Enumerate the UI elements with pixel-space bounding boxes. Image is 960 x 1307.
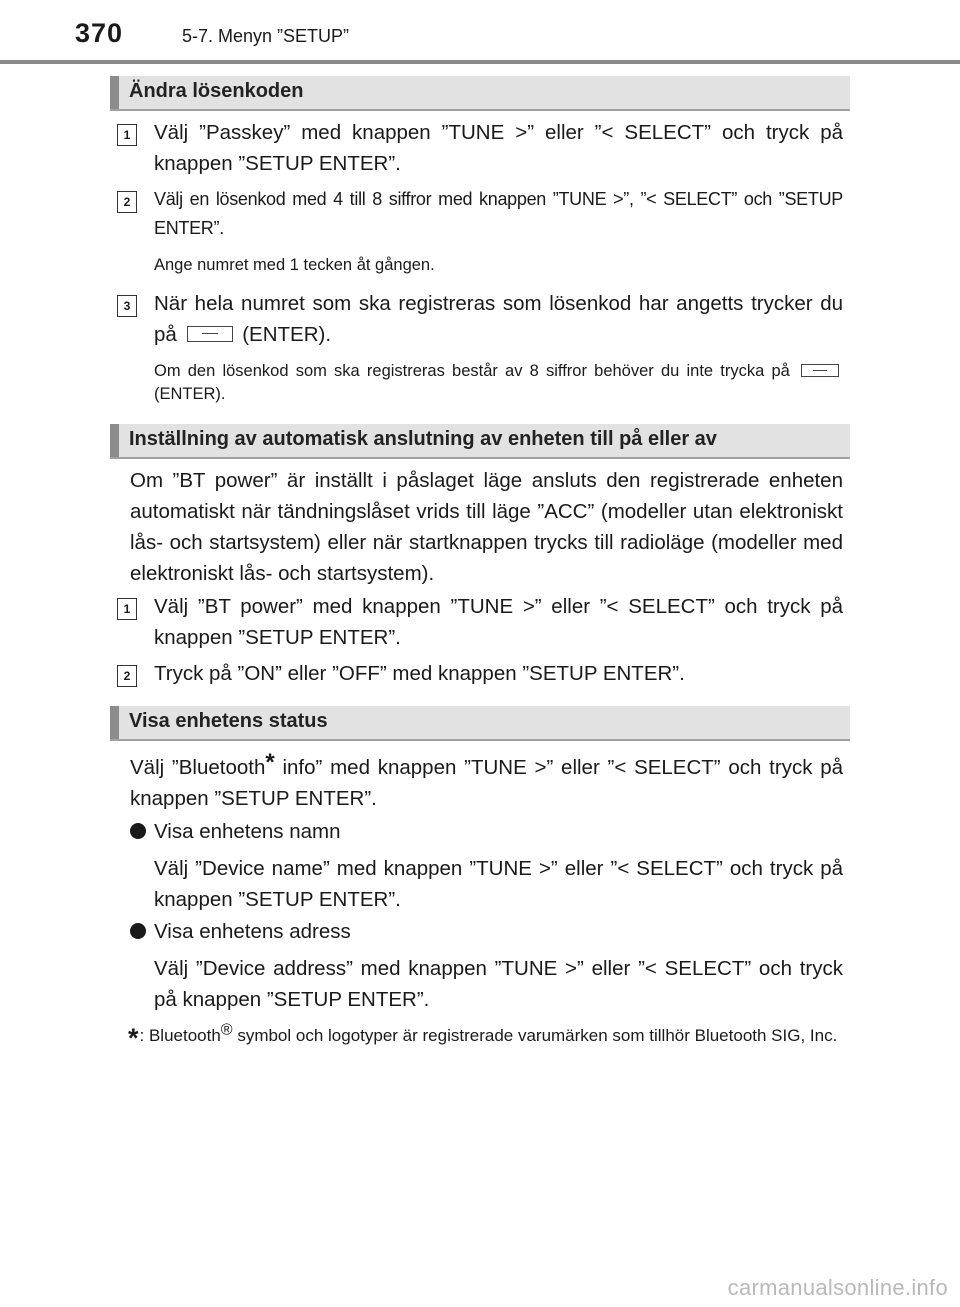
bullet-label: Visa enhetens adress [154,920,351,943]
bullet-item [130,916,351,947]
watermark: carmanualsonline.info [727,1275,948,1300]
section-header-bar [110,76,119,109]
section-title: Inställning av automatisk anslutning av enheten till på eller av [129,428,717,450]
enter-button-icon [187,326,233,342]
step-note: Ange numret med 1 tecken åt gången. [154,256,435,274]
section-title: Ändra lösenkoden [129,80,304,102]
step-number-box: 2 [117,191,137,213]
asterisk-mark: * [265,749,275,776]
step-number-box: 1 [117,124,137,146]
section-title: Visa enhetens status [129,710,328,732]
step-text: Välj en lösenkod med 4 till 8 siffror med knappen ”TUNE >”, ”< SELECT” och ”SETUP ENTER”. [154,189,843,238]
bullet-dot-icon [130,923,146,939]
step-number-box: 1 [117,598,137,620]
paragraph-part: Välj ”Bluetooth [130,756,266,779]
chapter-title: 5-7. Menyn ”SETUP” [182,26,350,46]
enter-button-icon [801,364,839,377]
step-text [154,288,843,350]
paragraph [130,749,843,814]
section-header-auto-connect [110,424,850,459]
step-number-box: 2 [117,665,137,687]
section-header-bar [110,424,119,457]
page-number: 370 [75,18,124,48]
section-header-change-passkey [110,76,850,111]
bullet-label: Visa enhetens namn [154,820,341,843]
note-text-part: (ENTER). [154,385,226,403]
bullet-description: Välj ”Device name” med knappen ”TUNE >” eller ”< SELECT” och tryck på knappen ”SETUP ENTER”. [154,857,843,911]
step-text: Tryck på ”ON” eller ”OFF” med knappen ”SETUP ENTER”. [154,662,685,685]
step-text-part: (ENTER). [242,323,332,346]
footnote-asterisk: * [128,1023,139,1053]
step-text-part: När hela numret som ska registreras som lösenkod har angetts trycker du på [154,292,843,346]
step-note [154,360,843,406]
bullet-dot-icon [130,823,146,839]
header-divider [0,60,960,64]
paragraph-part: info” med knappen ”TUNE >” eller ”< SELECT” och tryck på knappen ”SETUP ENTER”. [130,756,843,810]
section-header-device-status [110,706,850,741]
step-number-box: 3 [117,295,137,317]
footnote-part: symbol och logotyper är registrerade varumärken som tillhör Bluetooth SIG, Inc. [232,1026,838,1045]
bullet-description: Välj ”Device address” med knappen ”TUNE >” eller ”< SELECT” och tryck på knappen ”SETUP ENTER”. [154,957,843,1011]
footnote [128,1021,843,1053]
footnote-part: : Bluetooth [139,1026,221,1045]
paragraph: Om ”BT power” är inställt i påslaget läge ansluts den registrerade enheten automatiskt när tändningslåset vrids till läge ”ACC” (modeller utan elektroniskt lås- och startsystem) eller när startknappen trycks till radioläge (modeller med elektroniskt lås- och startsystem). [130,469,843,585]
step-text: Välj ”BT power” med knappen ”TUNE >” eller ”< SELECT” och tryck på knappen ”SETUP ENTER”. [154,595,843,649]
registered-mark: ® [220,1021,233,1039]
section-header-bar [110,706,119,739]
note-text-part: Om den lösenkod som ska registreras består av 8 siffror behöver du inte trycka på [154,362,790,380]
step-text: Välj ”Passkey” med knappen ”TUNE >” eller ”< SELECT” och tryck på knappen ”SETUP ENTER”. [154,121,843,175]
bullet-item [130,816,341,847]
